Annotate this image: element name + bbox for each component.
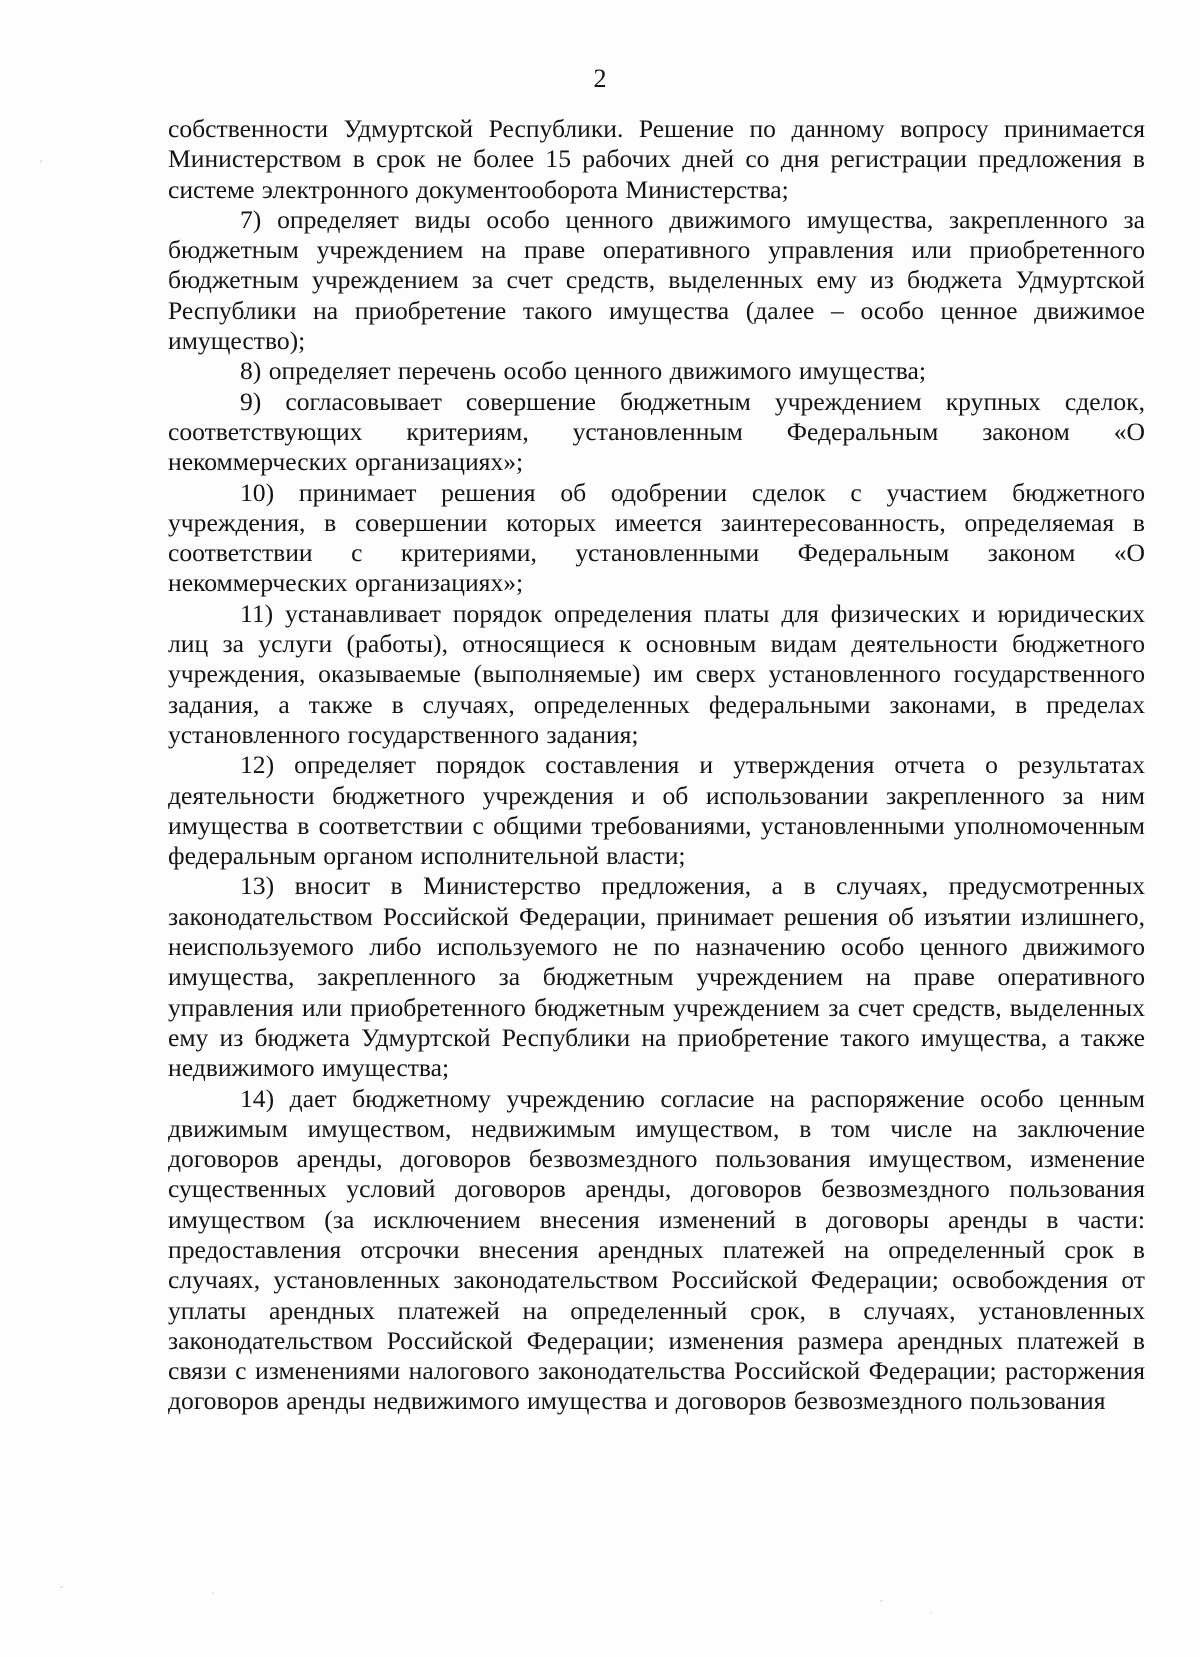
paragraph-item-8: 8) определяет перечень особо ценного движимого имущества; xyxy=(240,356,926,386)
scan-speck xyxy=(880,1600,883,1602)
scan-speck xyxy=(212,1592,214,1594)
scan-speck xyxy=(60,1586,63,1588)
paragraph-item-10: 10) принимает решения об одобрении сделок с участием бюджетного учреждения, в совершении которых имеется заинтересованность, определяемая в соответствии с критериями, установленными Федеральным законом «О некоммерческих организациях»; xyxy=(168,477,1145,598)
scan-speck xyxy=(930,1612,932,1614)
paragraph-item-7: 7) определяет виды особо ценного движимого имущества, закрепленного за бюджетным учреждением на праве оперативного управления или приобретенного бюджетным учреждением за счет средств, выделенных ему из бюджета Удмуртской Республики на приобретение такого имущества (далее – особо ценное движимое имущество); xyxy=(168,204,1145,356)
paragraph-item-9: 9) согласовывает совершение бюджетным учреждением крупных сделок, соответствующих критериям, установленным Федеральным законом «О некоммерческих организациях»; xyxy=(168,386,1145,477)
paragraph-item-11: 11) устанавливает порядок определения платы для физических и юридических лиц за услуги (работы), относящиеся к основным видам деятельности бюджетного учреждения, оказываемые (выполняемые) им сверх установленного государственного задания, а также в случаях, определенных федеральными законами, в пределах установленного государственного задания; xyxy=(168,598,1145,749)
paragraph-item-14: 14) дает бюджетному учреждению согласие на распоряжение особо ценным движимым имуществом, недвижимым имуществом, в том числе на заключение договоров аренды, договоров безвозмездного пользования имуществом, изменение существенных условий договоров аренды, договоров безвозмездного пользования имуществом (за исключением внесения изменений в договоры аренды в части: предоставления отсрочки внесения арендных платежей на определенный срок в случаях, установленных законодательством Российской Федерации; освобождения от уплаты арендных платежей на определенный срок, в случаях, установленных законодательством Российской Федерации; изменения размера арендных платежей в связи с изменениями налогового законодательства Российской Федерации; расторжения договоров аренды недвижимого имущества и договоров безвозмездного пользования xyxy=(168,1083,1145,1416)
paragraph-item-13: 13) вносит в Министерство предложения, а в случаях, предусмотренных законодательством Российской Федерации, принимает решения об изъятии излишнего, неиспользуемого либо используемого не по назначению особо ценного движимого имущества, закрепленного за бюджетным учреждением на праве оперативного управления или приобретенного бюджетным учреждением за счет средств, выделенных ему из бюджета Удмуртской Республики на приобретение такого имущества, а также недвижимого имущества; xyxy=(168,871,1145,1083)
scan-speck xyxy=(40,160,42,163)
paragraph-item-12: 12) определяет порядок составления и утверждения отчета о результатах деятельности бюджетного учреждения и об использовании закрепленного за ним имущества в соответствии с общими требованиями, установленными уполномоченным федеральным органом исполнительной власти; xyxy=(168,750,1145,871)
document-body xyxy=(168,114,1145,1417)
paragraph-continuation: собственности Удмуртской Республики. Решение по данному вопросу принимается Министерством в срок не более 15 рабочих дней со дня регистрации предложения в системе электронного документооборота Министерства; xyxy=(168,114,1145,204)
page-number: 2 xyxy=(593,64,607,93)
